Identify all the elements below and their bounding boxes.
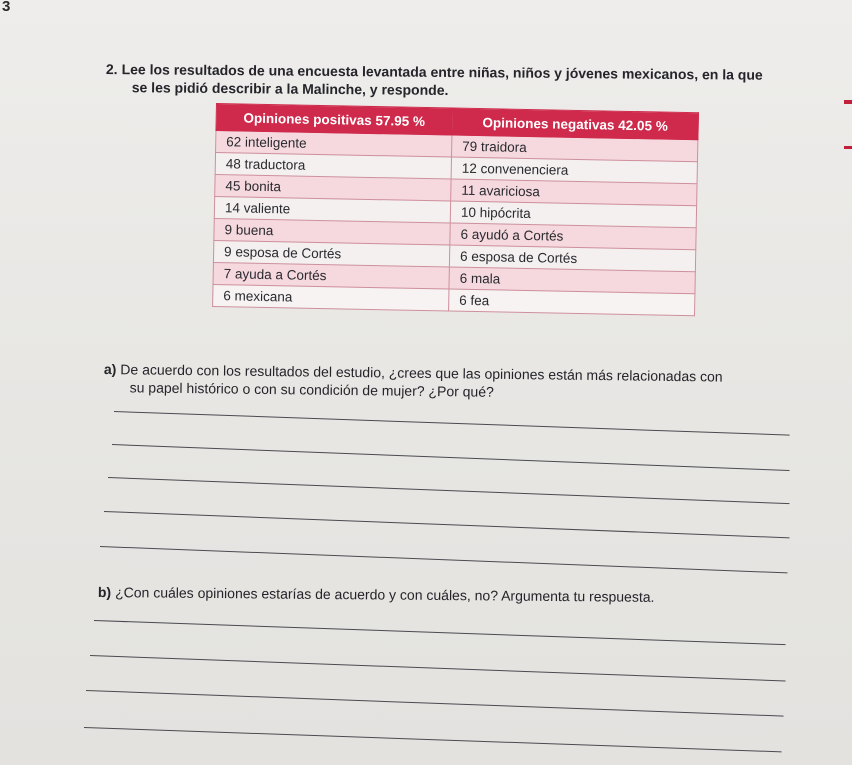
positive-opinion-cell: 7 ayuda a Cortés xyxy=(213,262,449,289)
positive-opinion-cell: 48 traductora xyxy=(215,153,451,180)
negative-opinion-cell: 6 mala xyxy=(449,267,695,294)
answer-line-a[interactable] xyxy=(108,477,790,504)
question-number: 2. xyxy=(105,60,118,78)
negative-opinion-cell: 10 hipócrita xyxy=(450,201,696,228)
question-letter: b) xyxy=(97,583,112,601)
answer-line-b[interactable] xyxy=(94,620,786,645)
positive-opinion-cell: 45 bonita xyxy=(215,174,451,201)
negative-opinion-cell: 6 fea xyxy=(449,289,695,316)
question-2 xyxy=(106,60,826,102)
answer-line-b[interactable] xyxy=(84,727,782,752)
positive-opinion-cell: 9 buena xyxy=(214,218,450,245)
answer-line-a[interactable] xyxy=(114,411,790,436)
negative-opinion-cell: 12 convenenciera xyxy=(451,157,697,184)
question-b xyxy=(98,583,798,607)
negative-opinion-cell: 6 esposa de Cortés xyxy=(449,245,695,272)
survey-results-table xyxy=(212,103,699,316)
positive-opinion-cell: 6 mexicana xyxy=(213,284,449,311)
answer-line-a[interactable] xyxy=(100,546,788,573)
question-letter: a) xyxy=(103,360,117,378)
page-edge-mark xyxy=(844,146,852,149)
answer-line-a[interactable] xyxy=(112,444,790,471)
negative-opinion-cell: 11 avariciosa xyxy=(451,179,697,206)
positive-opinion-cell: 62 inteligente xyxy=(216,131,452,158)
answer-line-b[interactable] xyxy=(86,690,784,717)
answer-line-a[interactable] xyxy=(104,511,790,538)
question-a-text-line2: su papel histórico o con su condición de mujer? ¿Por qué? xyxy=(129,379,494,400)
page-number: 3 xyxy=(2,0,11,15)
question-a-text-line1: De acuerdo con los resultados del estudio, ¿crees que las opiniones están más relacionadas con xyxy=(120,361,723,385)
answer-line-b[interactable] xyxy=(90,655,786,682)
negative-opinion-cell: 6 ayudó a Cortés xyxy=(450,223,696,250)
question-b-text: ¿Con cuáles opiniones estarías de acuerdo y con cuáles, no? Argumenta tu respuesta. xyxy=(115,584,655,605)
question-a xyxy=(104,360,804,405)
question-2-text-line1: Lee los resultados de una encuesta levantada entre niñas, niños y jóvenes mexicanos, en la que xyxy=(121,61,763,83)
header-positive-opinions: Opiniones positivas 57.95 % xyxy=(216,104,452,136)
negative-opinion-cell: 79 traidora xyxy=(452,135,698,162)
question-2-text-line2: se les pidió describir a la Malinche, y responde. xyxy=(131,79,449,98)
header-negative-opinions: Opiniones negativas 42.05 % xyxy=(452,108,698,140)
positive-opinion-cell: 14 valiente xyxy=(214,196,450,223)
positive-opinion-cell: 9 esposa de Cortés xyxy=(213,240,449,267)
page-edge-mark xyxy=(844,100,852,104)
